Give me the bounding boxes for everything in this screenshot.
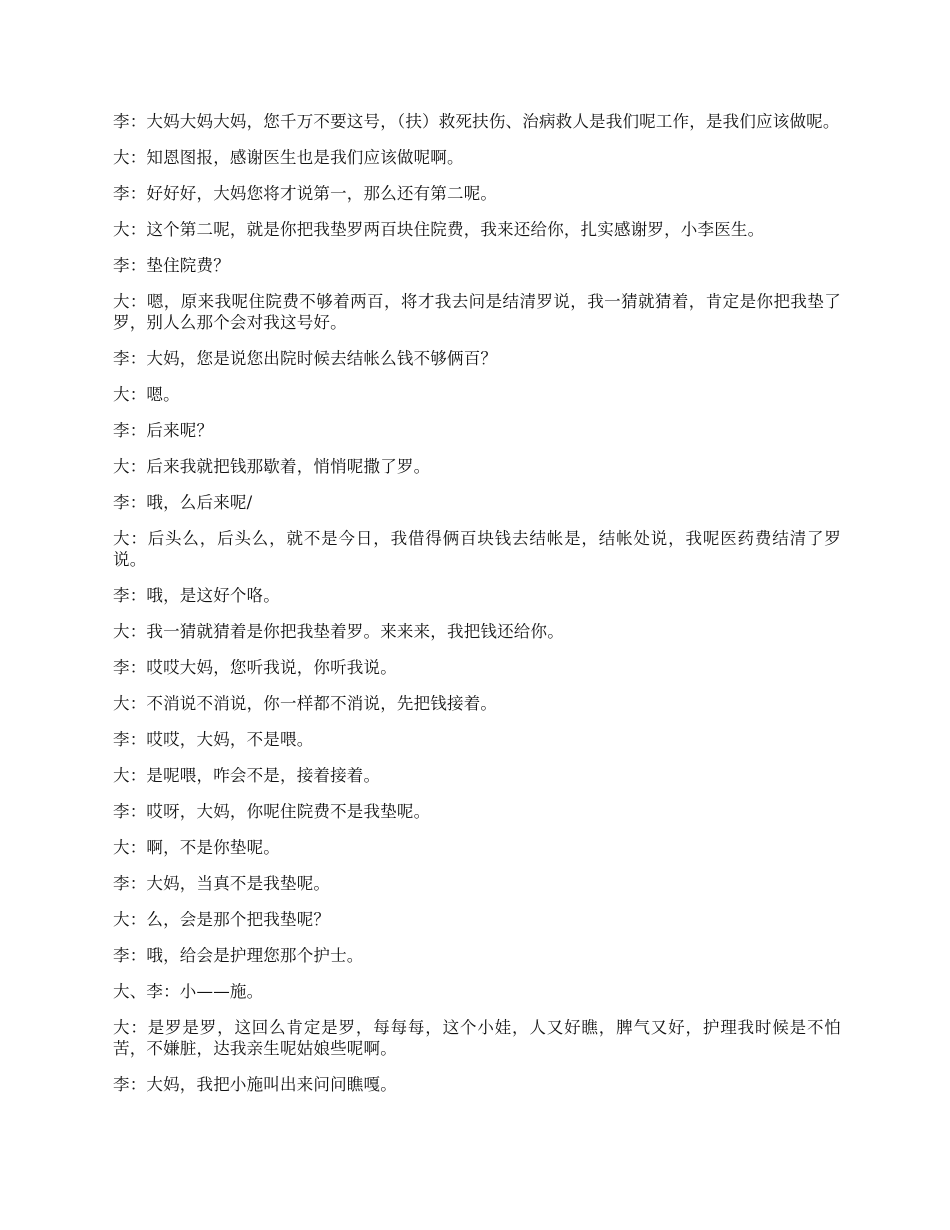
dialogue-line: 大：不消说不消说，你一样都不消说，先把钱接着。 [113, 694, 498, 713]
dialogue-line: 李：哎哎大妈，您听我说，你听我说。 [113, 658, 397, 677]
dialogue-line: 李：哎呀，大妈，你呢住院费不是我垫呢。 [113, 802, 431, 821]
dialogue-line: 大：是呢喂，咋会不是，接着接着。 [113, 766, 381, 785]
dialogue-line: 李：垫住院费？ [113, 256, 230, 275]
dialogue-line: 大：嗯，原来我呢住院费不够着两百，将才我去问是结清罗说，我一猜就猜着，肯定是你把我垫了罗，别人么那个会对我这号好。 [113, 292, 841, 332]
dialogue-line: 李：哦，是这好个咯。 [113, 586, 280, 605]
dialogue-line: 李：好好好，大妈您将才说第一，那么还有第二呢。 [113, 184, 498, 203]
dialogue-line: 大：啊，不是你垫呢。 [113, 838, 280, 857]
dialogue-line: 李：哎哎，大妈，不是喂。 [113, 730, 314, 749]
dialogue-body [113, 111, 841, 1110]
dialogue-line: 大、李：小——施。 [113, 982, 264, 1001]
dialogue-line: 大：是罗是罗，这回么肯定是罗，每每每，这个小娃，人又好瞧，脾气又好，护理我时候是不怕苦，不嫌脏，达我亲生呢姑娘些呢啊。 [113, 1018, 841, 1058]
dialogue-line: 李：大妈大妈大妈，您千万不要这号，（扶）救死扶伤、治病救人是我们呢工作，是我们应该做呢。 [113, 112, 840, 131]
dialogue-line: 李：后来呢？ [113, 421, 214, 440]
dialogue-line: 大：这个第二呢，就是你把我垫罗两百块住院费，我来还给你，扎实感谢罗，小李医生。 [113, 220, 765, 239]
dialogue-line: 大：我一猜就猜着是你把我垫着罗。来来来，我把钱还给你。 [113, 622, 564, 641]
dialogue-line: 李：大妈，您是说您出院时候去结帐么钱不够俩百？ [113, 349, 498, 368]
dialogue-line: 李：大妈，当真不是我垫呢。 [113, 874, 331, 893]
dialogue-line: 大：嗯。 [113, 385, 180, 404]
dialogue-line: 大：么，会是那个把我垫呢？ [113, 910, 331, 929]
dialogue-line: 大：知恩图报，感谢医生也是我们应该做呢啊。 [113, 148, 464, 167]
dialogue-line: 李：哦，给会是护理您那个护士。 [113, 946, 364, 965]
dialogue-line: 李：大妈，我把小施叫出来问问瞧嘎。 [113, 1075, 397, 1094]
dialogue-line: 大：后头么，后头么，就不是今日，我借得俩百块钱去结帐是，结帐处说，我呢医药费结清了罗说。 [113, 529, 841, 569]
dialogue-line: 大：后来我就把钱那歇着，悄悄呢撒了罗。 [113, 457, 431, 476]
dialogue-line: 李：哦，么后来呢/ [113, 493, 253, 512]
